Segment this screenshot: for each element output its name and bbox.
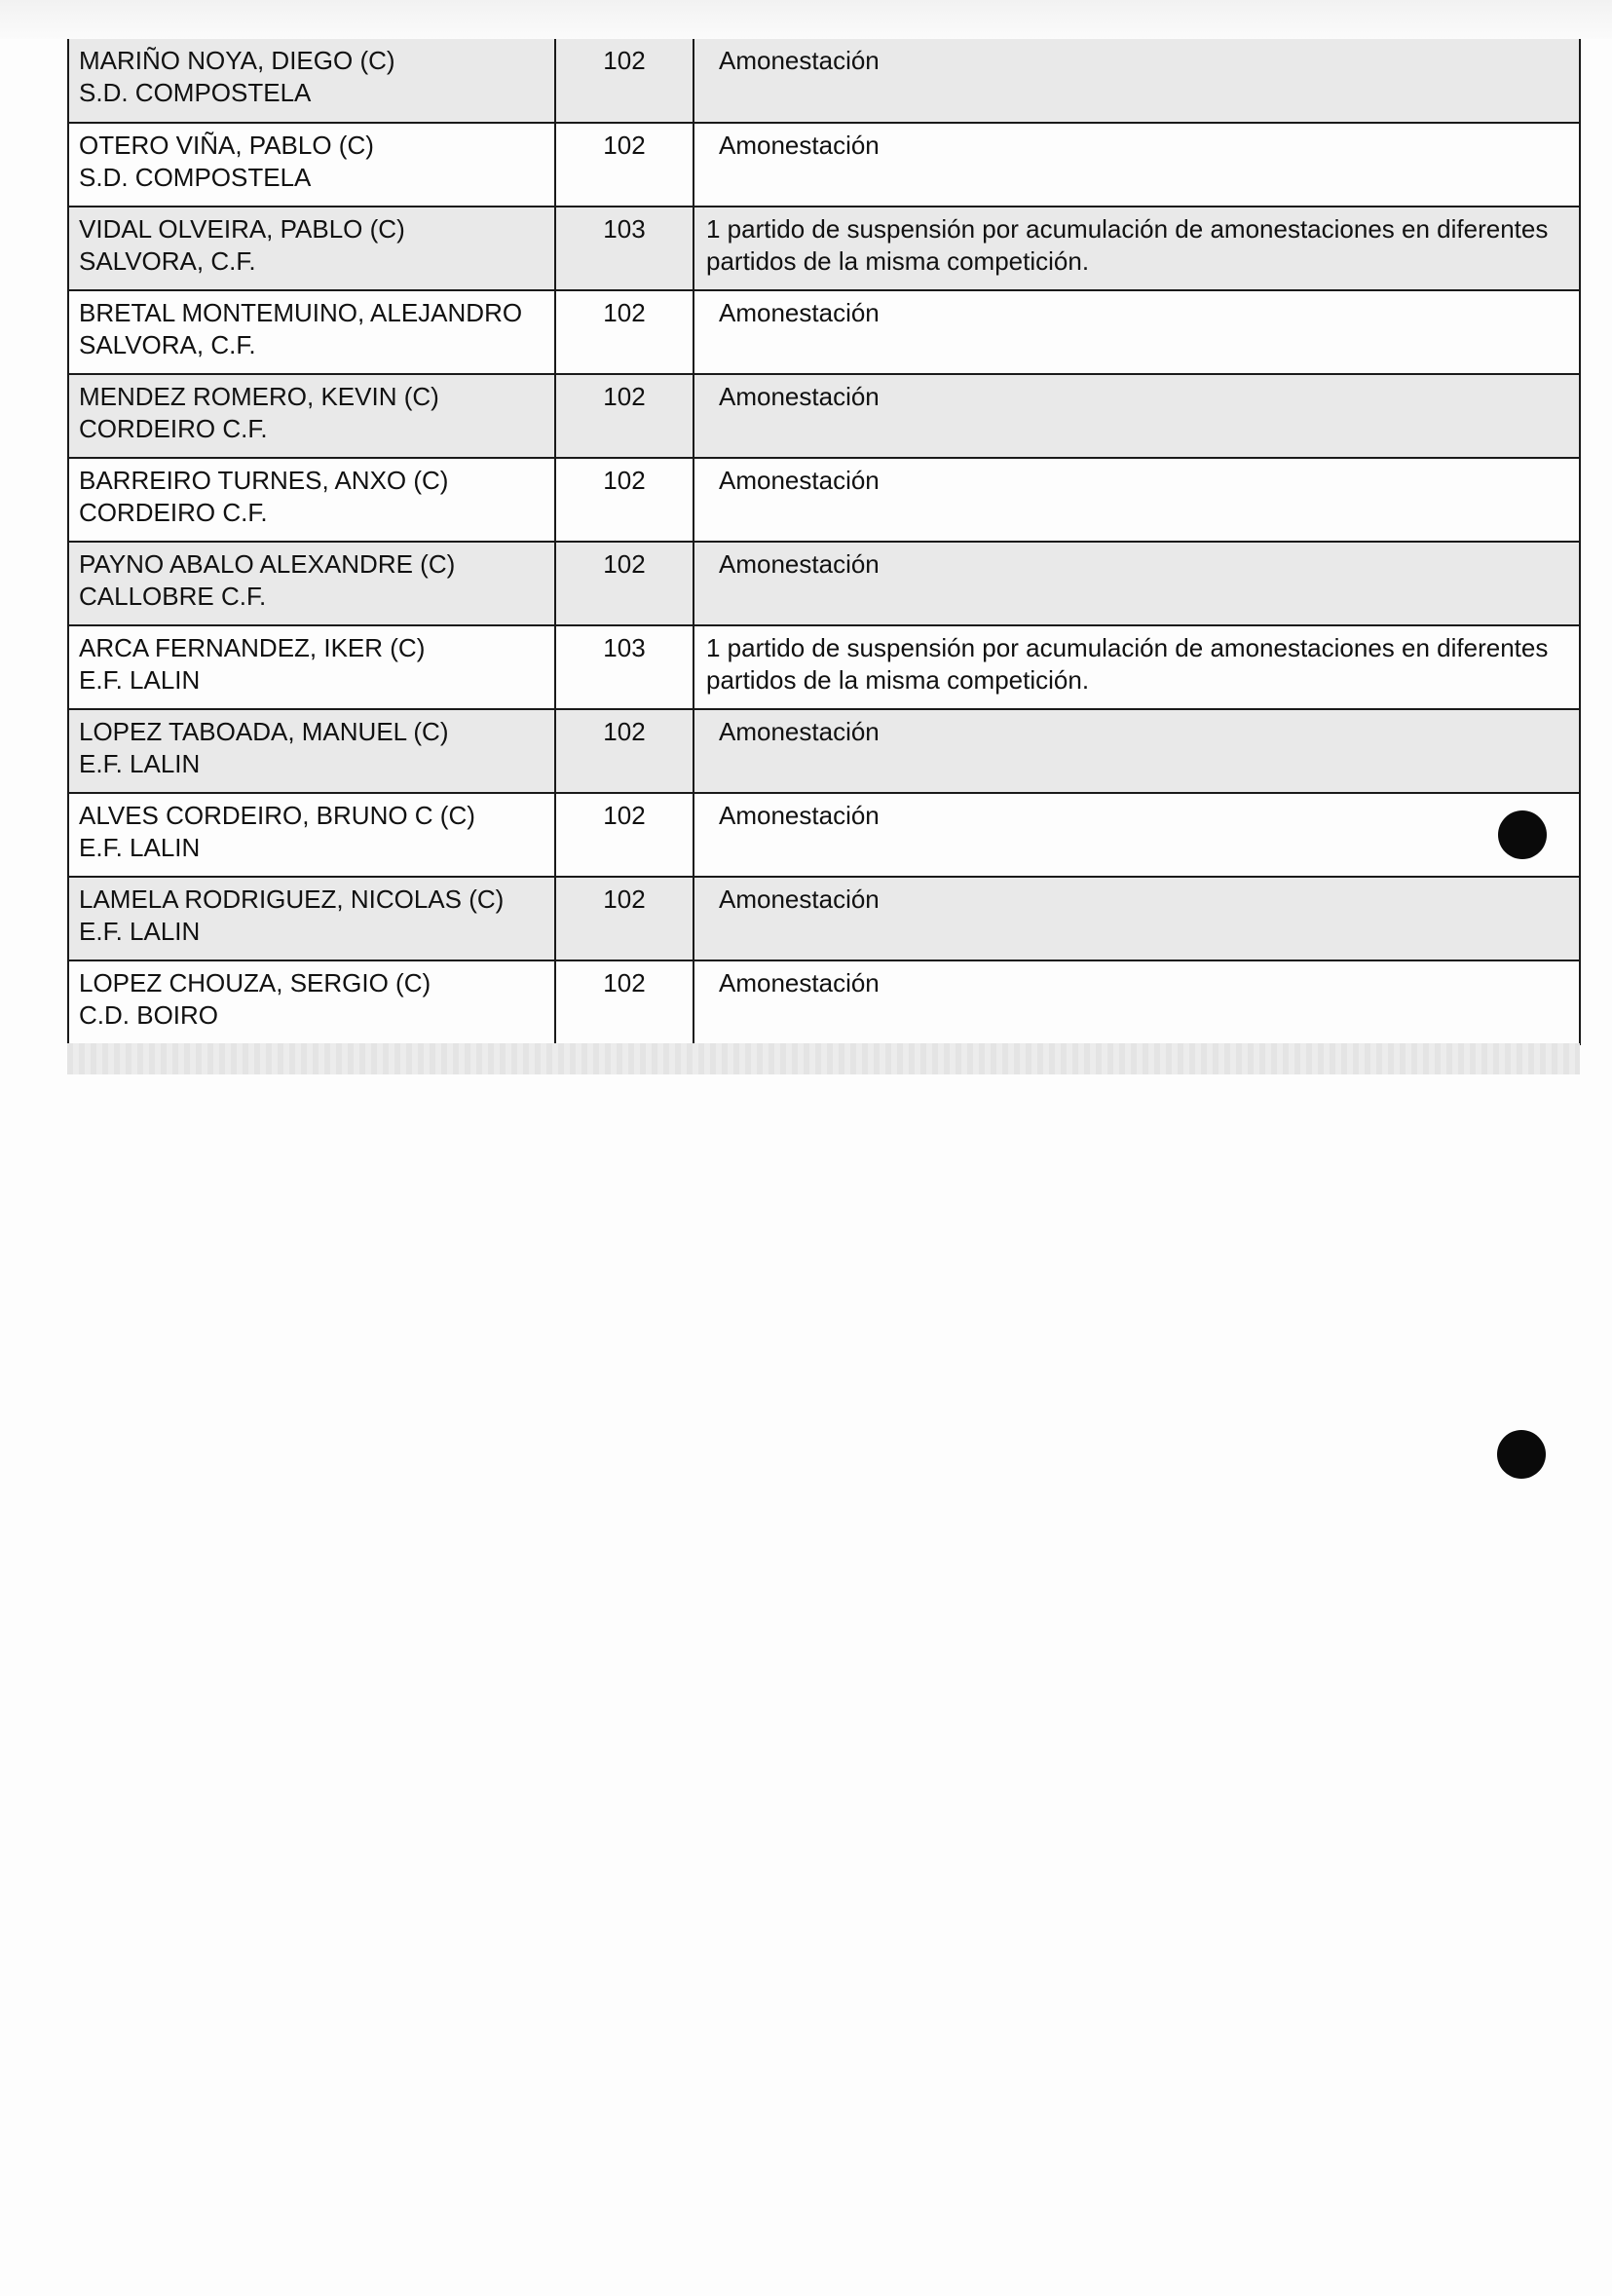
player-name: VIDAL OLVEIRA, PABLO (C) bbox=[79, 214, 405, 244]
player-cell bbox=[68, 625, 555, 709]
player-cell bbox=[68, 123, 555, 207]
player-name: LOPEZ CHOUZA, SERGIO (C) bbox=[79, 968, 431, 997]
player-cell bbox=[68, 290, 555, 374]
player-cell bbox=[68, 374, 555, 458]
article-number: 102 bbox=[555, 123, 694, 207]
player-cell bbox=[68, 542, 555, 625]
player-name: ALVES CORDEIRO, BRUNO C (C) bbox=[79, 801, 475, 830]
club-name: S.D. COMPOSTELA bbox=[79, 163, 312, 192]
player-name: OTERO VIÑA, PABLO (C) bbox=[79, 131, 374, 160]
table-row bbox=[68, 290, 1580, 374]
scan-top-edge bbox=[0, 0, 1612, 39]
punch-hole-mark bbox=[1498, 810, 1547, 859]
player-cell bbox=[68, 39, 555, 123]
sanction-description: Amonestación bbox=[694, 374, 1580, 458]
sanction-description: Amonestación bbox=[694, 123, 1580, 207]
club-name: S.D. COMPOSTELA bbox=[79, 78, 312, 107]
sanction-description: Amonestación bbox=[694, 39, 1580, 123]
article-number: 102 bbox=[555, 542, 694, 625]
table-row bbox=[68, 877, 1580, 960]
article-number: 102 bbox=[555, 374, 694, 458]
player-name: PAYNO ABALO ALEXANDRE (C) bbox=[79, 549, 456, 579]
player-cell bbox=[68, 709, 555, 793]
player-cell bbox=[68, 458, 555, 542]
player-cell bbox=[68, 877, 555, 960]
article-number: 102 bbox=[555, 960, 694, 1044]
article-number: 103 bbox=[555, 625, 694, 709]
sanction-description: Amonestación bbox=[694, 877, 1580, 960]
club-name: CALLOBRE C.F. bbox=[79, 582, 267, 611]
table-row bbox=[68, 709, 1580, 793]
article-number: 102 bbox=[555, 290, 694, 374]
player-name: MENDEZ ROMERO, KEVIN (C) bbox=[79, 382, 439, 411]
sanctions-table bbox=[67, 39, 1581, 1045]
club-name: E.F. LALIN bbox=[79, 833, 201, 862]
player-name: LOPEZ TABOADA, MANUEL (C) bbox=[79, 717, 449, 746]
article-number: 102 bbox=[555, 793, 694, 877]
sanction-description: Amonestación bbox=[694, 542, 1580, 625]
article-number: 102 bbox=[555, 709, 694, 793]
player-name: BRETAL MONTEMUINO, ALEJANDRO bbox=[79, 298, 523, 327]
player-cell bbox=[68, 960, 555, 1044]
club-name: SALVORA, C.F. bbox=[79, 330, 256, 359]
sanction-description: Amonestación bbox=[694, 458, 1580, 542]
player-name: LAMELA RODRIGUEZ, NICOLAS (C) bbox=[79, 885, 505, 914]
sanctions-table-body bbox=[68, 39, 1580, 1044]
player-name: BARREIRO TURNES, ANXO (C) bbox=[79, 466, 449, 495]
article-number: 102 bbox=[555, 39, 694, 123]
club-name: CORDEIRO C.F. bbox=[79, 414, 268, 443]
sanction-description: Amonestación bbox=[694, 793, 1580, 877]
table-row bbox=[68, 960, 1580, 1044]
club-name: SALVORA, C.F. bbox=[79, 246, 256, 276]
club-name: E.F. LALIN bbox=[79, 749, 201, 778]
table-row bbox=[68, 123, 1580, 207]
table-row bbox=[68, 207, 1580, 290]
table-footer-band bbox=[67, 1043, 1580, 1074]
table-row bbox=[68, 793, 1580, 877]
sanction-description: Amonestación bbox=[694, 960, 1580, 1044]
player-name: MARIÑO NOYA, DIEGO (C) bbox=[79, 46, 395, 75]
table-row bbox=[68, 458, 1580, 542]
article-number: 102 bbox=[555, 458, 694, 542]
club-name: CORDEIRO C.F. bbox=[79, 498, 268, 527]
table-row bbox=[68, 374, 1580, 458]
sanction-description: 1 partido de suspensión por acumulación de amonestaciones en diferentes partidos de la misma competición. bbox=[694, 625, 1580, 709]
player-name: ARCA FERNANDEZ, IKER (C) bbox=[79, 633, 426, 662]
article-number: 103 bbox=[555, 207, 694, 290]
sanction-description: 1 partido de suspensión por acumulación de amonestaciones en diferentes partidos de la misma competición. bbox=[694, 207, 1580, 290]
club-name: E.F. LALIN bbox=[79, 917, 201, 946]
article-number: 102 bbox=[555, 877, 694, 960]
table-row bbox=[68, 39, 1580, 123]
club-name: E.F. LALIN bbox=[79, 665, 201, 695]
table-row bbox=[68, 542, 1580, 625]
player-cell bbox=[68, 207, 555, 290]
player-cell bbox=[68, 793, 555, 877]
punch-hole-mark bbox=[1497, 1430, 1546, 1479]
sanction-description: Amonestación bbox=[694, 709, 1580, 793]
sanction-description: Amonestación bbox=[694, 290, 1580, 374]
club-name: C.D. BOIRO bbox=[79, 1000, 219, 1030]
table-row bbox=[68, 625, 1580, 709]
